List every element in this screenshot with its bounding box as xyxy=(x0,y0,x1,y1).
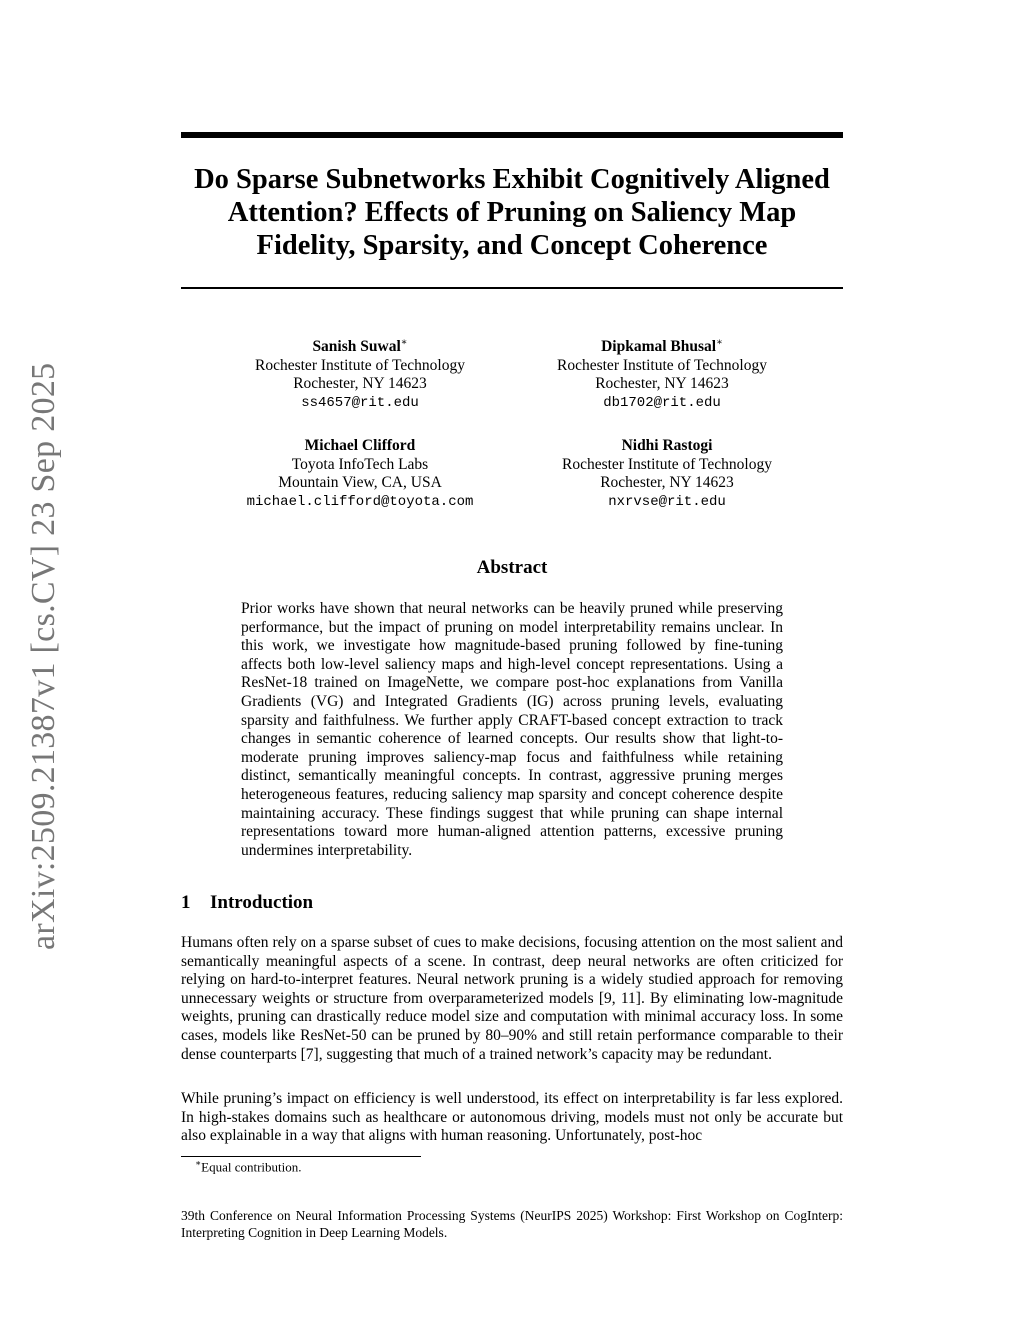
author-block xyxy=(507,437,827,511)
author-email[interactable]: michael.clifford@toyota.com xyxy=(246,493,474,510)
author-location: Rochester, NY 14623 xyxy=(595,375,729,393)
author-block xyxy=(502,334,822,412)
section-title: Introduction xyxy=(210,892,314,913)
author-affiliation: Rochester Institute of Technology xyxy=(562,455,772,473)
footnote-text: Equal contribution. xyxy=(201,1159,302,1175)
author-email[interactable]: ss4657@rit.edu xyxy=(301,394,419,411)
conference-note: 39th Conference on Neural Information Processing Systems (NeurIPS 2025) Workshop: First Workshop on CogInterp: Interpreting Cognition in Deep Learning Models. xyxy=(181,1208,843,1240)
author-affiliation: Rochester Institute of Technology xyxy=(255,356,465,374)
title-top-rule xyxy=(181,132,843,138)
author-name: Michael Clifford xyxy=(304,437,416,454)
equal-contribution-mark: ∗ xyxy=(716,337,723,348)
footnote-rule xyxy=(181,1156,421,1157)
author-block xyxy=(200,334,520,412)
author-email[interactable]: db1702@rit.edu xyxy=(603,394,721,411)
footnote xyxy=(195,1158,302,1175)
section-number: 1 xyxy=(181,892,191,913)
author-name: Nidhi Rastogi xyxy=(621,437,713,454)
intro-paragraph: While pruning’s impact on efficiency is well understood, its effect on interpretability is far less explored. In high-stakes domains such as healthcare or autonomous driving, models must not only be accurate but also explainable in a way that aligns with human reasoning. Unfortunately, post-hoc xyxy=(181,1090,843,1145)
author-location: Rochester, NY 14623 xyxy=(600,474,734,491)
author-affiliation: Toyota InfoTech Labs xyxy=(291,455,429,473)
section-heading xyxy=(181,892,313,914)
author-affiliation: Rochester Institute of Technology xyxy=(557,356,767,374)
author-name: Dipkamal Bhusal xyxy=(601,338,717,356)
title-bottom-rule xyxy=(181,287,843,289)
footnote-mark: ∗ xyxy=(195,1158,202,1168)
author-email[interactable]: nxrvse@rit.edu xyxy=(608,493,726,510)
equal-contribution-mark: ∗ xyxy=(400,337,408,348)
author-location: Mountain View, CA, USA xyxy=(278,474,442,491)
abstract-heading: Abstract xyxy=(476,557,548,578)
author-location: Rochester, NY 14623 xyxy=(293,375,427,393)
arxiv-stamp: arXiv:2509.21387v1 [cs.CV] 23 Sep 2025 xyxy=(25,362,62,950)
author-name: Sanish Suwal xyxy=(312,338,401,356)
author-block xyxy=(200,437,520,511)
abstract-text: Prior works have shown that neural networks can be heavily pruned while preserving performance, but the impact of pruning on model interpretability remains unclear. In this work, we investigate how magnitude-based pruning followed by fine-tuning affects both low-level saliency maps and high-level concept representations. Using a ResNet-18 trained on ImageNette, we compare post-hoc explanations from Vanilla Gradients (VG) and Integrated Gradients (IG) across pruning levels, evaluating sparsity and faithfulness. We further apply CRAFT-based concept extraction to track changes in semantic coherence of learned concepts. Our results show that light-to-moderate pruning improves saliency-map focus and faithfulness while retaining distinct, semantically meaningful concepts. In contrast, aggressive pruning merges heterogeneous features, reducing saliency map sparsity and concept coherence despite maintaining accuracy. These findings suggest that while pruning can shape internal representations toward more human-aligned attention patterns, excessive pruning undermines interpretability. xyxy=(241,600,783,859)
paper-title: Do Sparse Subnetworks Exhibit Cognitively Aligned Attention? Effects of Pruning on Saliency Map Fidelity, Sparsity, and Concept Coherence xyxy=(194,164,830,261)
intro-paragraph: Humans often rely on a sparse subset of cues to make decisions, focusing attention on the most salient and semantically meaningful aspects of a scene. In contrast, deep neural networks are often criticized for relying on hard-to-interpret features. Neural network pruning is a widely studied approach for removing unnecessary weights or structure from overparameterized models [9, 11]. By eliminating low-magnitude weights, pruning can drastically reduce model size and computation with minimal accuracy loss. In some cases, models like ResNet-50 can be pruned by 80–90% and still retain performance comparable to their dense counterparts [7], suggesting that much of a trained network’s capacity may be redundant. xyxy=(181,934,843,1063)
